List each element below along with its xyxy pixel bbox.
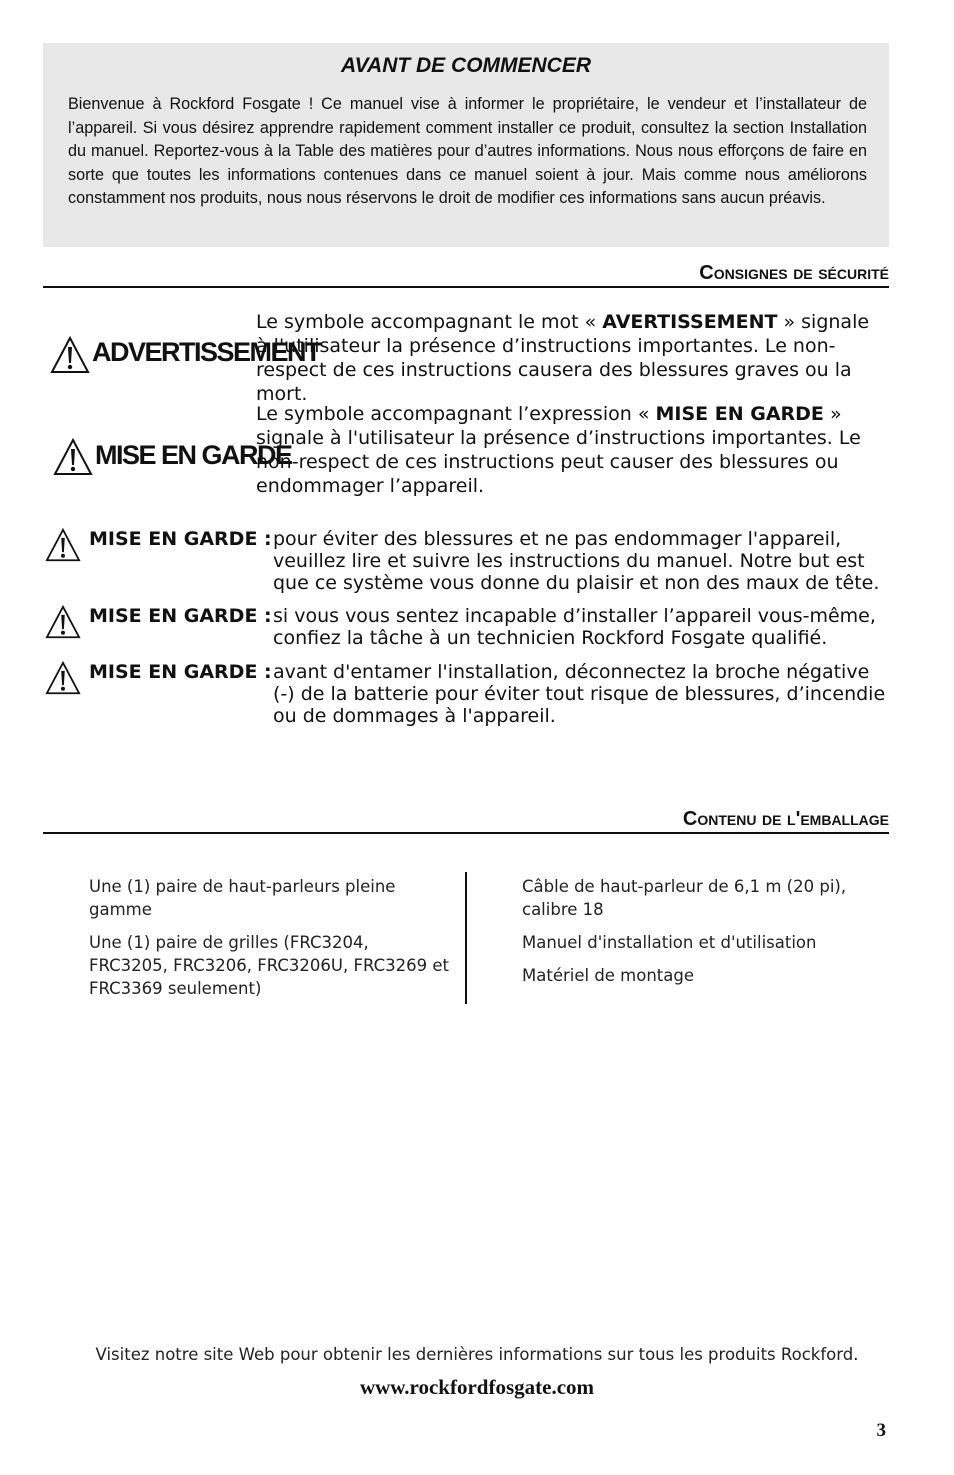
contents-left-column [89,875,451,1010]
warning-icon [50,336,90,374]
contents-heading: Contenu de l'emballage [43,808,889,834]
caution-item-text: pour éviter des blessures et ne pas endommager l'appareil, veuillez lire et suivre les instructions du manuel. Notre but est que ce système vous donne du plaisir et non des maux de tête. [273,528,880,594]
warning-label: ADVERTISSEMENT [92,337,321,367]
caution-icon [43,528,83,562]
caution-label: MISE EN GARDE [95,440,292,470]
list-item: Matériel de montage [522,966,695,985]
warning-description: Le symbole accompagnant le mot « AVERTISSEMENT » signale à l'utilisateur la présence d’instructions importantes. Le non-respect de ces instructions causera des blessures graves ou la mort. [256,311,870,405]
safety-heading: Consignes de sécurité [43,262,889,288]
footer-text: Visitez notre site Web pour obtenir les dernières informations sur tous les produits Rockford. [95,1345,859,1364]
caution-description: Le symbole accompagnant l’expression « MISE EN GARDE » signale à l'utilisateur la présence d’instructions importantes. Le non-respect de ces instructions peut causer des blessures ou endommager l’appareil. [256,403,861,497]
contents-right-column [522,875,882,997]
caution-item-text: avant d'entamer l'installation, déconnectez la broche négative (-) de la batterie pour éviter tout risque de blessures, d’incendie ou de dommages à l'appareil. [273,661,886,727]
caution-item-label: MISE EN GARDE : [89,528,272,550]
list-item: Une (1) paire de grilles (FRC3204, FRC3205, FRC3206, FRC3206U, FRC3269 et FRC3369 seulement) [89,933,449,998]
list-item: Une (1) paire de haut-parleurs pleine gamme [89,877,396,919]
caution-item-label: MISE EN GARDE : [89,605,272,627]
list-item: Manuel d'installation et d'utilisation [522,933,817,952]
caution-icon [53,438,93,476]
caution-icon [43,605,83,639]
page-number: 3 [876,1420,886,1441]
list-item: Câble de haut-parleur de 6,1 m (20 pi), calibre 18 [522,877,847,919]
intro-box [43,43,889,247]
caution-item-text: si vous vous sentez incapable d’installer l’appareil vous-même, confiez la tâche à un technicien Rockford Fosgate qualifié. [273,605,876,649]
intro-title: AVANT DE COMMENCER [340,54,592,77]
intro-text: Bienvenue à Rockford Fosgate ! Ce manuel vise à informer le propriétaire, le vendeur et l’installateur de l’appareil. Si vous désirez apprendre rapidement comment installer ce produit, consultez la section Installation du manuel. Reportez-vous à la Table des matières pour d’autres informations. Nous nous efforçons de faire en sorte que toutes les informations contenues dans ce manuel soient à jour. Mais comme nous améliorons constamment nos produits, nous nous réservons le droit de modifier ces informations sans aucun préavis. [68,95,867,207]
caution-icon [43,661,83,695]
website-link[interactable]: www.rockfordfosgate.com [359,1375,595,1399]
caution-item-label: MISE EN GARDE : [89,661,272,683]
column-divider [465,872,467,1004]
